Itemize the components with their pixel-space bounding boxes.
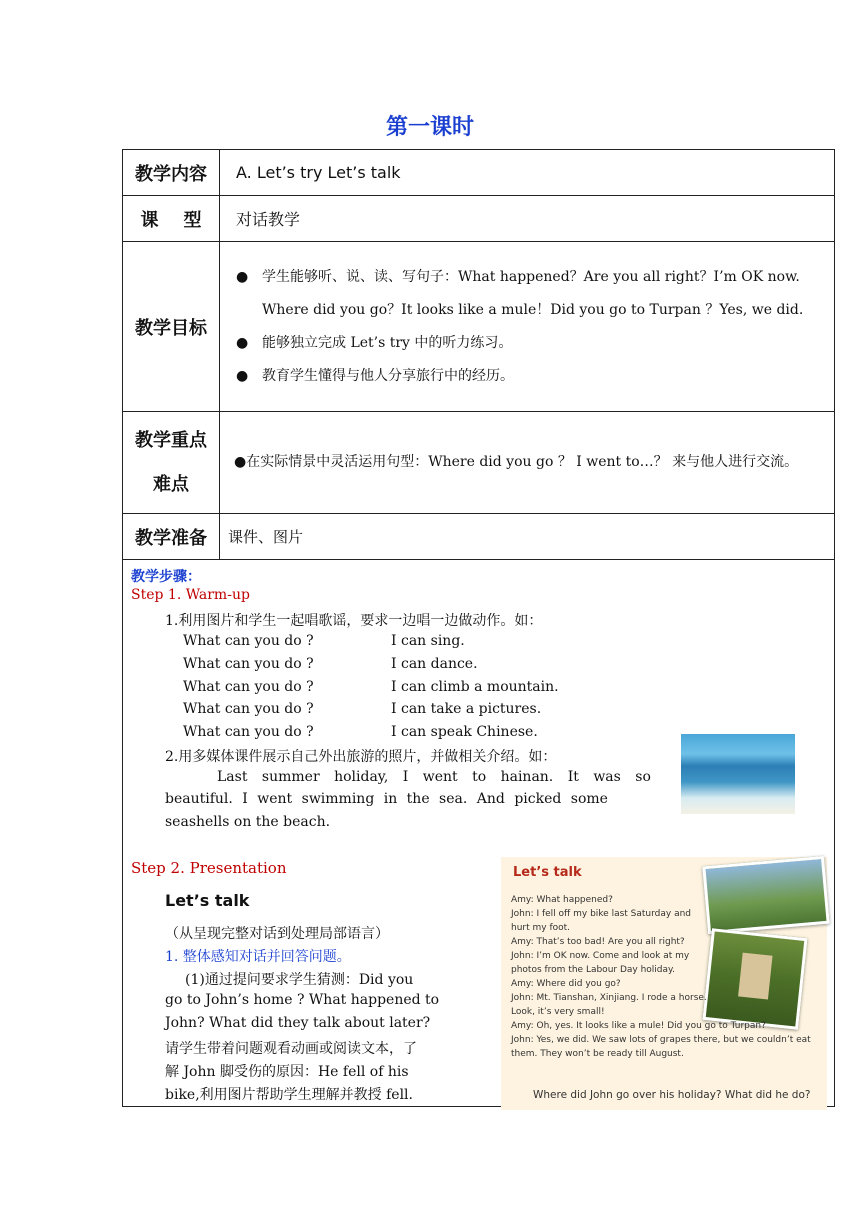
content-label: 教学内容 bbox=[123, 150, 220, 196]
para-line: (1)通过提问要求学生猜测：Did you bbox=[185, 972, 414, 988]
chant-answer: I can speak Chinese. bbox=[391, 724, 538, 740]
dialogue-line: Amy: Oh, yes. It looks like a mule! Did you go to Turpan? bbox=[511, 1021, 766, 1031]
prep-value: 课件、图片 bbox=[220, 514, 835, 560]
content-value: A. Let’s try Let’s talk bbox=[220, 150, 835, 196]
goal-item: ● 学生能够听、说、读、写句子：What happened？Are you all right？I’m OK now. Where did you go？It looks like a mule！Did you go to Turpan ？Yes, we did. bbox=[236, 261, 828, 327]
example-line: Last summer holiday, I went to hainan. It was so bbox=[217, 769, 651, 785]
dialogue-line: Look, it’s very small! bbox=[511, 1007, 605, 1017]
step1-item1: 1.利用图片和学生一起唱歌谣，要求一边唱一边做动作。如： bbox=[165, 613, 543, 629]
type-label: 课 型 bbox=[123, 196, 220, 242]
beach-photo bbox=[681, 734, 795, 814]
chant-question: What can you do ? bbox=[183, 656, 314, 672]
steps-heading: 教学步骤： bbox=[131, 569, 201, 585]
para-line: bike,利用图片帮助学生理解并教授 fell. bbox=[165, 1087, 413, 1103]
goal-item: ● 教育学生懂得与他人分享旅行中的经历。 bbox=[236, 360, 828, 393]
dialogue-line: John: Mt. Tianshan, Xinjiang. I rode a horse. bbox=[511, 993, 707, 1003]
dialogue-line: Amy: Where did you go? bbox=[511, 979, 621, 989]
dialogue-line: Amy: That’s too bad! Are you all right? bbox=[511, 937, 685, 947]
chant-question: What can you do ? bbox=[183, 701, 314, 717]
textbook-heading: Let’s talk bbox=[513, 865, 582, 880]
goals-list bbox=[220, 242, 835, 412]
chant-question: What can you do ? bbox=[183, 724, 314, 740]
dialogue-line: Amy: What happened? bbox=[511, 895, 613, 905]
para-line: 解 John 脚受伤的原因：He fell of his bbox=[165, 1064, 409, 1080]
teaching-steps bbox=[123, 560, 835, 1107]
dialogue-line: photos from the Labour Day holiday. bbox=[511, 965, 675, 975]
focus-label-line2: 难点 bbox=[153, 473, 189, 495]
dialogue-line: them. They won’t be ready till August. bbox=[511, 1049, 684, 1059]
goals-label: 教学目标 bbox=[123, 242, 220, 412]
lesson-plan-table bbox=[122, 149, 835, 1107]
example-line: beautiful. I went swimming in the sea. And picked some bbox=[165, 791, 608, 807]
dialogue-line: hurt my foot. bbox=[511, 923, 571, 933]
para-line: John? What did they talk about later? bbox=[165, 1015, 431, 1031]
para-line: go to John’s home ? What happened to bbox=[165, 992, 440, 1008]
step2-heading: Step 2. Presentation bbox=[131, 859, 287, 877]
textbook-question: Where did John go over his holiday? What did he do? bbox=[533, 1089, 811, 1101]
prep-label: 教学准备 bbox=[123, 514, 220, 560]
type-value: 对话教学 bbox=[220, 196, 835, 242]
dialogue-line: John: Yes, we did. We saw lots of grapes there, but we couldn’t eat bbox=[511, 1035, 811, 1045]
dialogue-line: John: I fell off my bike last Saturday and bbox=[511, 909, 692, 919]
focus-value: ●在实际情景中灵活运用句型：Where did you go ？ I went to…？ 来与他人进行交流。 bbox=[220, 412, 835, 514]
textbook-image bbox=[501, 857, 827, 1110]
presentation-note: （从呈现完整对话到处理局部语言） bbox=[165, 926, 389, 942]
chant-answer: I can climb a mountain. bbox=[391, 679, 559, 695]
step1-heading: Step 1. Warm-up bbox=[131, 587, 250, 603]
chant-answer: I can sing. bbox=[391, 633, 465, 649]
page-title: 第一课时 bbox=[385, 115, 474, 140]
goal-item: ● 能够独立完成 Let’s try 中的听力练习。 bbox=[236, 327, 828, 360]
lets-talk-heading: Let’s talk bbox=[165, 891, 250, 910]
mountain-photo bbox=[702, 856, 829, 934]
step1-item2: 2.用多媒体课件展示自己外出旅游的照片，并做相关介绍。如： bbox=[165, 749, 557, 765]
chant-question: What can you do ? bbox=[183, 633, 314, 649]
chant-answer: I can take a pictures. bbox=[391, 701, 542, 717]
sub-step-1: 1. 整体感知对话并回答问题。 bbox=[165, 949, 351, 965]
dialogue-line: John: I’m OK now. Come and look at my bbox=[511, 951, 690, 961]
example-line: seashells on the beach. bbox=[165, 814, 331, 830]
para-line: 请学生带着问题观看动画或阅读文本，了 bbox=[165, 1041, 417, 1057]
chant-answer: I can dance. bbox=[391, 656, 478, 672]
chant-question: What can you do ? bbox=[183, 679, 314, 695]
focus-label bbox=[123, 412, 220, 514]
focus-label-line1: 教学重点 bbox=[135, 429, 207, 451]
turpan-photo bbox=[702, 928, 807, 1030]
